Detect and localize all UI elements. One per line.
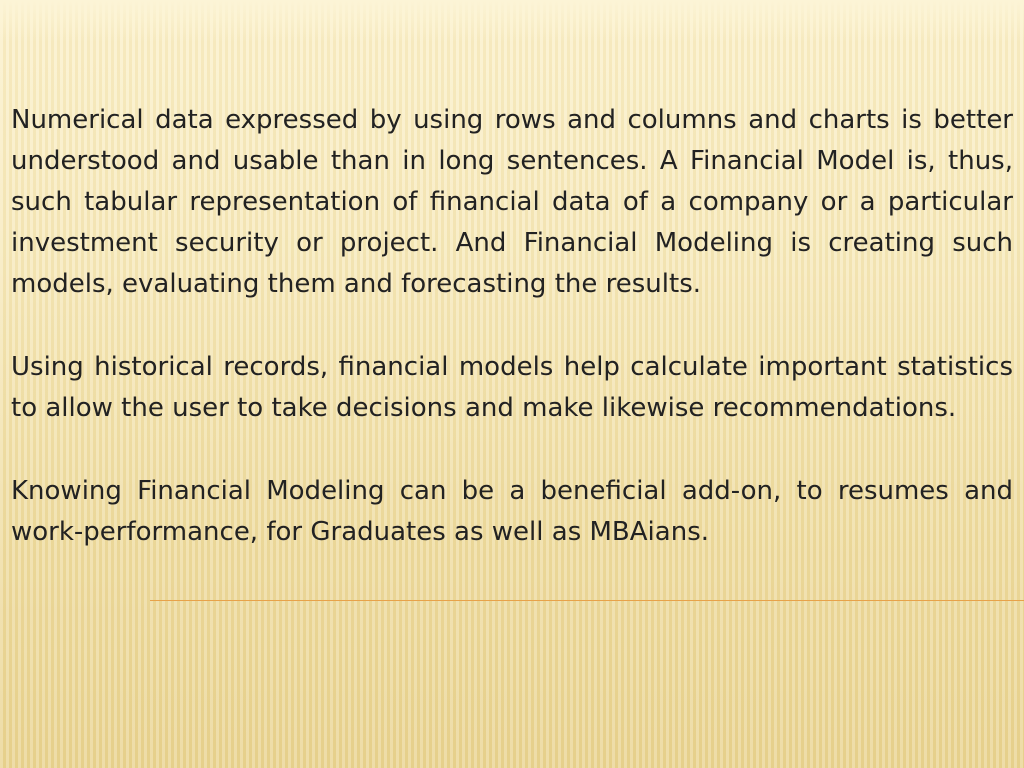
paragraph-career-benefit: Knowing Financial Modeling can be a beneficial add-on, to resumes and work-performance, for Graduates as well as MBAians. bbox=[11, 476, 1013, 547]
slide-header-band bbox=[0, 0, 1024, 42]
paragraph-financial-model-definition: Numerical data expressed by using rows and columns and charts is better understood and usable than in long sentences. A Financial Model is, thus, such tabular representation of financial data of a company or a particular investment security or project. And Financial Modeling is creating such models, evaluating them and forecasting the results. bbox=[11, 105, 1013, 299]
slide-body bbox=[11, 100, 1013, 553]
paragraph-historical-records: Using historical records, financial models help calculate important statistics to allow the user to take decisions and make likewise recommendations. bbox=[11, 352, 1013, 423]
accent-rule-line bbox=[150, 600, 1024, 601]
